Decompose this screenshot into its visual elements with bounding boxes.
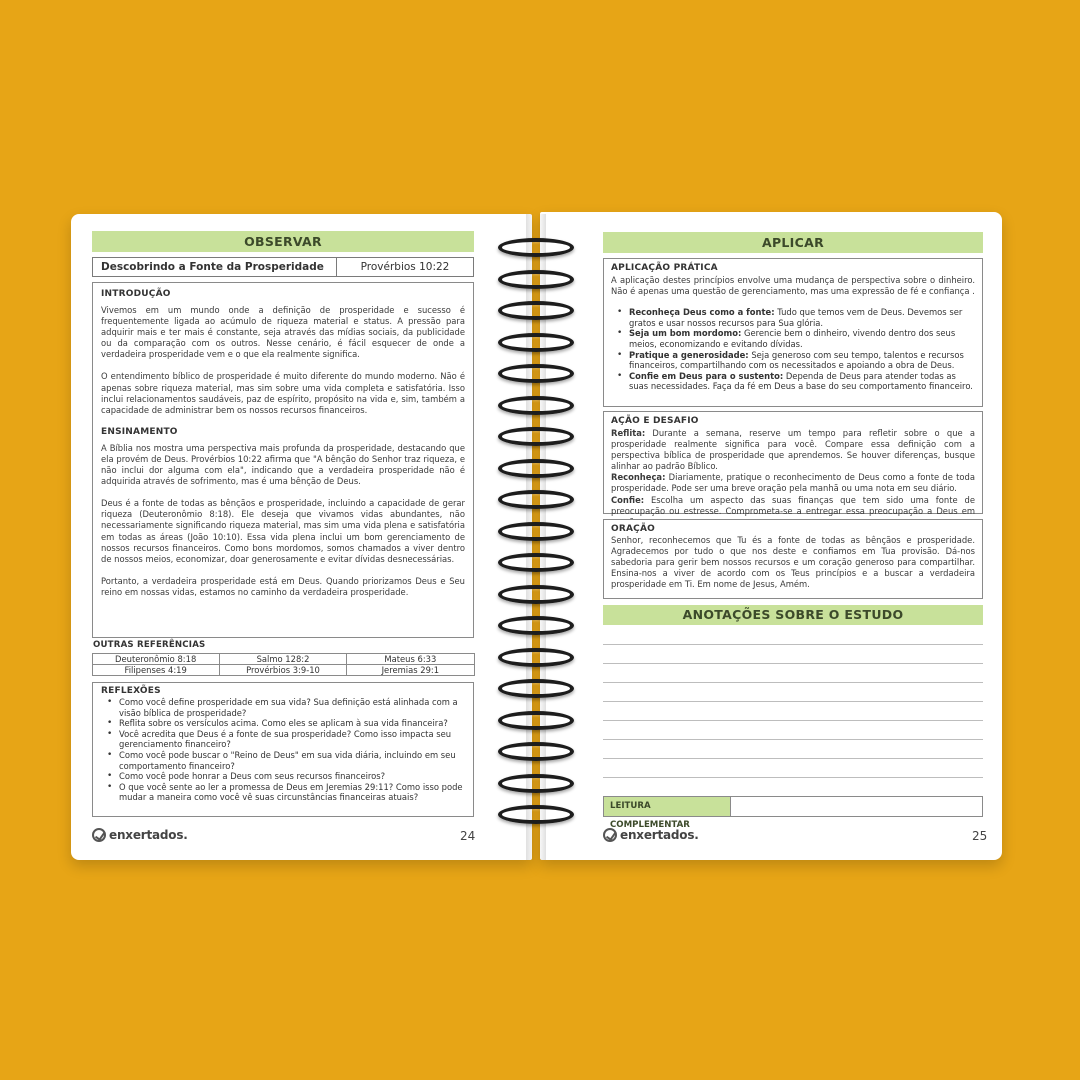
spiral-ring [498,742,574,761]
ref-cell: Filipenses 4:19 [92,664,220,676]
reflection-item: • Reflita sobre os versículos acima. Como eles se aplicam à sua vida financeira? [101,718,465,729]
brand-logo [603,828,699,842]
prayer-label: ORAÇÃO [611,524,655,534]
ref-cell: Deuteronômio 8:18 [92,653,220,665]
further-reading-field[interactable] [731,797,982,816]
action-label: AÇÃO E DESAFIO [611,416,699,426]
spiral-ring [498,427,574,446]
practical-box [603,258,983,407]
spiral-coil [498,490,574,509]
spiral-coil [498,396,574,415]
intro-label: INTRODUÇÃO [101,289,171,299]
spiral-coil [498,270,574,289]
spiral-coil [498,427,574,446]
spiral-ring [498,490,574,509]
practical-item: • Reconheça Deus como a fonte: Tudo que temos vem de Deus. Devemos ser gratos e usar nossos recursos para Sua glória. [611,307,975,328]
brand-logo [92,828,188,842]
practical-item: • Confie em Deus para o sustento: Dependa de Deus para atender todas as suas necessidades. Faça da fé em Deus a base do seu comportamento financeiro. [611,371,975,392]
observar-header: OBSERVAR [92,231,474,252]
study-title: Descobrindo a Fonte da Prosperidade [93,258,337,276]
note-line[interactable] [603,720,983,721]
ref-cell: Provérbios 3:9-10 [219,664,347,676]
other-refs-table [92,653,474,675]
ref-cell: Mateus 6:33 [346,653,474,665]
spiral-ring [498,364,574,383]
spiral-ring [498,238,574,257]
reflections-label: REFLEXÕES [101,686,161,696]
spiral-coil [498,742,574,761]
leaf-logo-icon [92,828,106,842]
spiral-coil [498,364,574,383]
practical-intro: A aplicação destes princípios envolve uma mudança de perspectiva sobre o dinheiro. Não é apenas uma questão de gerenciamento, mas uma expressão de fé e confiança . [611,275,975,297]
prayer-box [603,519,983,599]
reflection-item: • Como você define prosperidade em sua vida? Sua definição está alinhada com a visão bíblica de prosperidade? [101,697,465,718]
spiral-ring [498,301,574,320]
practical-list [611,307,975,392]
action-box [603,411,983,514]
spiral-ring [498,679,574,698]
practical-item: • Pratique a generosidade: Seja generoso com seu tempo, talentos e recursos financeiros, compartilhando com os necessitados e apoiando a obra de Deus. [611,350,975,371]
study-title-row [92,257,474,277]
spiral-ring [498,616,574,635]
spiral-ring [498,711,574,730]
reflections-list [101,697,465,803]
aplicar-header: APLICAR [603,232,983,253]
notes-header: ANOTAÇÕES SOBRE O ESTUDO [603,605,983,625]
ref-cell: Jeremias 29:1 [346,664,474,676]
spiral-ring [498,648,574,667]
spiral-coil [498,805,574,824]
intro-paragraph: Vivemos em um mundo onde a definição de prosperidade e sucesso é frequentemente ligada ao acúmulo de riqueza material e status. A pressão para adquirir mais e ter mais é constante, seja através das mídias sociais, da publicidade ou da comparação com os outros. Nesse cenário, é fácil esquecer de onde a verdadeira prosperidade vem e o que ela realmente significa. [101,305,465,360]
note-line[interactable] [603,777,983,778]
teaching-paragraph: A Bíblia nos mostra uma perspectiva mais profunda da prosperidade, destacando que ela provém de Deus. Provérbios 10:22 afirma que "A bênção do Senhor traz riqueza, e não inclui dor alguma com ela", indicando que a verdadeira prosperidade não é adquirida através de sofrimento, mas é uma bênção de Deus. [101,442,465,487]
reflection-item: • Como você pode honrar a Deus com seus recursos financeiros? [101,771,465,782]
practical-label: APLICAÇÃO PRÁTICA [611,263,718,273]
spiral-ring [498,585,574,604]
spiral-ring [498,522,574,541]
spiral-coil [498,585,574,604]
leaf-logo-icon [603,828,617,842]
spiral-coil [498,616,574,635]
page-number: 24 [460,829,476,843]
teaching-paragraph: Deus é a fonte de todas as bênçãos e prosperidade, incluindo a capacidade de gerar riqueza (Deuteronômio 8:18). Ele deseja que vivamos vidas abundantes, não necessariamente significando riqueza material, mas sim uma vida plena e satisfatória em todas as áreas (João 10:10). Essa vida plena inclui um bom gerenciamento de nossos recursos financeiros. Como bons mordomos, somos chamados a viver dentro de nossos meios, economizar, doar generosamente e evitar dívidas desnecessárias. [101,498,465,564]
spiral-coil [498,459,574,478]
practical-item: • Seja um bom mordomo: Gerencie bem o dinheiro, vivendo dentro dos seus meios, economizando e evitando dívidas. [611,328,975,349]
further-reading-label: LEITURA COMPLEMENTAR [604,797,731,816]
spiral-ring [498,396,574,415]
other-refs-label: OUTRAS REFERÊNCIAS [93,640,206,650]
further-reading-row [603,796,983,830]
spiral-ring [498,774,574,793]
spiral-coil [498,238,574,257]
intro-paragraph: O entendimento bíblico de prosperidade é muito diferente do mundo moderno. Não é apenas sobre riqueza material, mas sim sobre uma vida completa e satisfatória. Isso inclui relacionamentos saudáveis, paz de espírito, propósito na vida e, sim, também a capacidade de administrar bem os nossos recursos financeiros. [101,371,465,415]
teaching-label: ENSINAMENTO [101,426,178,437]
note-line[interactable] [603,701,983,702]
reflection-item: • Como você pode buscar o "Reino de Deus" em sua vida diária, incluindo em seu comportamento financeiro? [101,750,465,771]
note-line[interactable] [603,644,983,645]
reflections-box [92,682,474,817]
page-number: 25 [972,829,988,843]
spiral-coil [498,522,574,541]
brand-logo-text: enxertados. [109,828,188,842]
prayer-text: Senhor, reconhecemos que Tu és a fonte de todas as bênçãos e prosperidade. Agradecemos por tudo o que nos deste e confiamos em Tua provisão. Dá-nos sabedoria para gerir bem nossos recursos e um coração generoso para compartilhar. Ensina-nos a viver de acordo com os Teus princípios e a buscar a verdadeira prosperidade em Ti. Em nome de Jesus, Amém. [611,535,975,590]
spiral-ring [498,459,574,478]
spiral-coil [498,648,574,667]
action-item: Reconheça: Diariamente, pratique o reconhecimento de Deus como a fonte de toda prosperidade. Pode ser uma breve oração pela manhã ou uma nota em seu diário. [611,472,975,494]
action-item: Confie: Escolha um aspecto das suas finanças que tem sido uma fonte de preocupação ou estresse. Comprometa-se a entregar essa preocupação a Deus em [611,494,975,516]
spiral-coil [498,553,574,572]
intro-box [92,282,474,638]
note-line[interactable] [603,739,983,740]
study-reference: Provérbios 10:22 [360,261,450,273]
spiral-coil [498,679,574,698]
spiral-ring [498,805,574,824]
ref-cell: Salmo 128:2 [219,653,347,665]
teaching-paragraph: Portanto, a verdadeira prosperidade está em Deus. Quando priorizamos Deus e Seu reino em nossas vidas, estamos no caminho da verdadeira prosperidade. [101,575,465,597]
spiral-coil [498,333,574,352]
spiral-ring [498,270,574,289]
note-line[interactable] [603,758,983,759]
reflection-item: • Você acredita que Deus é a fonte de sua prosperidade? Como isso impacta seu gerenciamento financeiro? [101,729,465,750]
brand-logo-text: enxertados. [620,828,699,842]
note-line[interactable] [603,682,983,683]
spiral-ring [498,553,574,572]
action-item: Reflita: Durante a semana, reserve um tempo para refletir sobre o que a prosperidade realmente significa para você. Compare essa definição com a perspectiva bíblica de prosperidade que aprendemos. Se houver diferenças, busque alinhar ao padrão Bíblico. [611,428,975,472]
note-line[interactable] [603,663,983,664]
spiral-coil [498,711,574,730]
reflection-item: • O que você sente ao ler a promessa de Deus em Jeremias 29:11? Como isso pode mudar a maneira como você vê suas circunstâncias financeiras atuais? [101,782,465,803]
spiral-coil [498,774,574,793]
spiral-ring [498,333,574,352]
spiral-coil [498,301,574,320]
